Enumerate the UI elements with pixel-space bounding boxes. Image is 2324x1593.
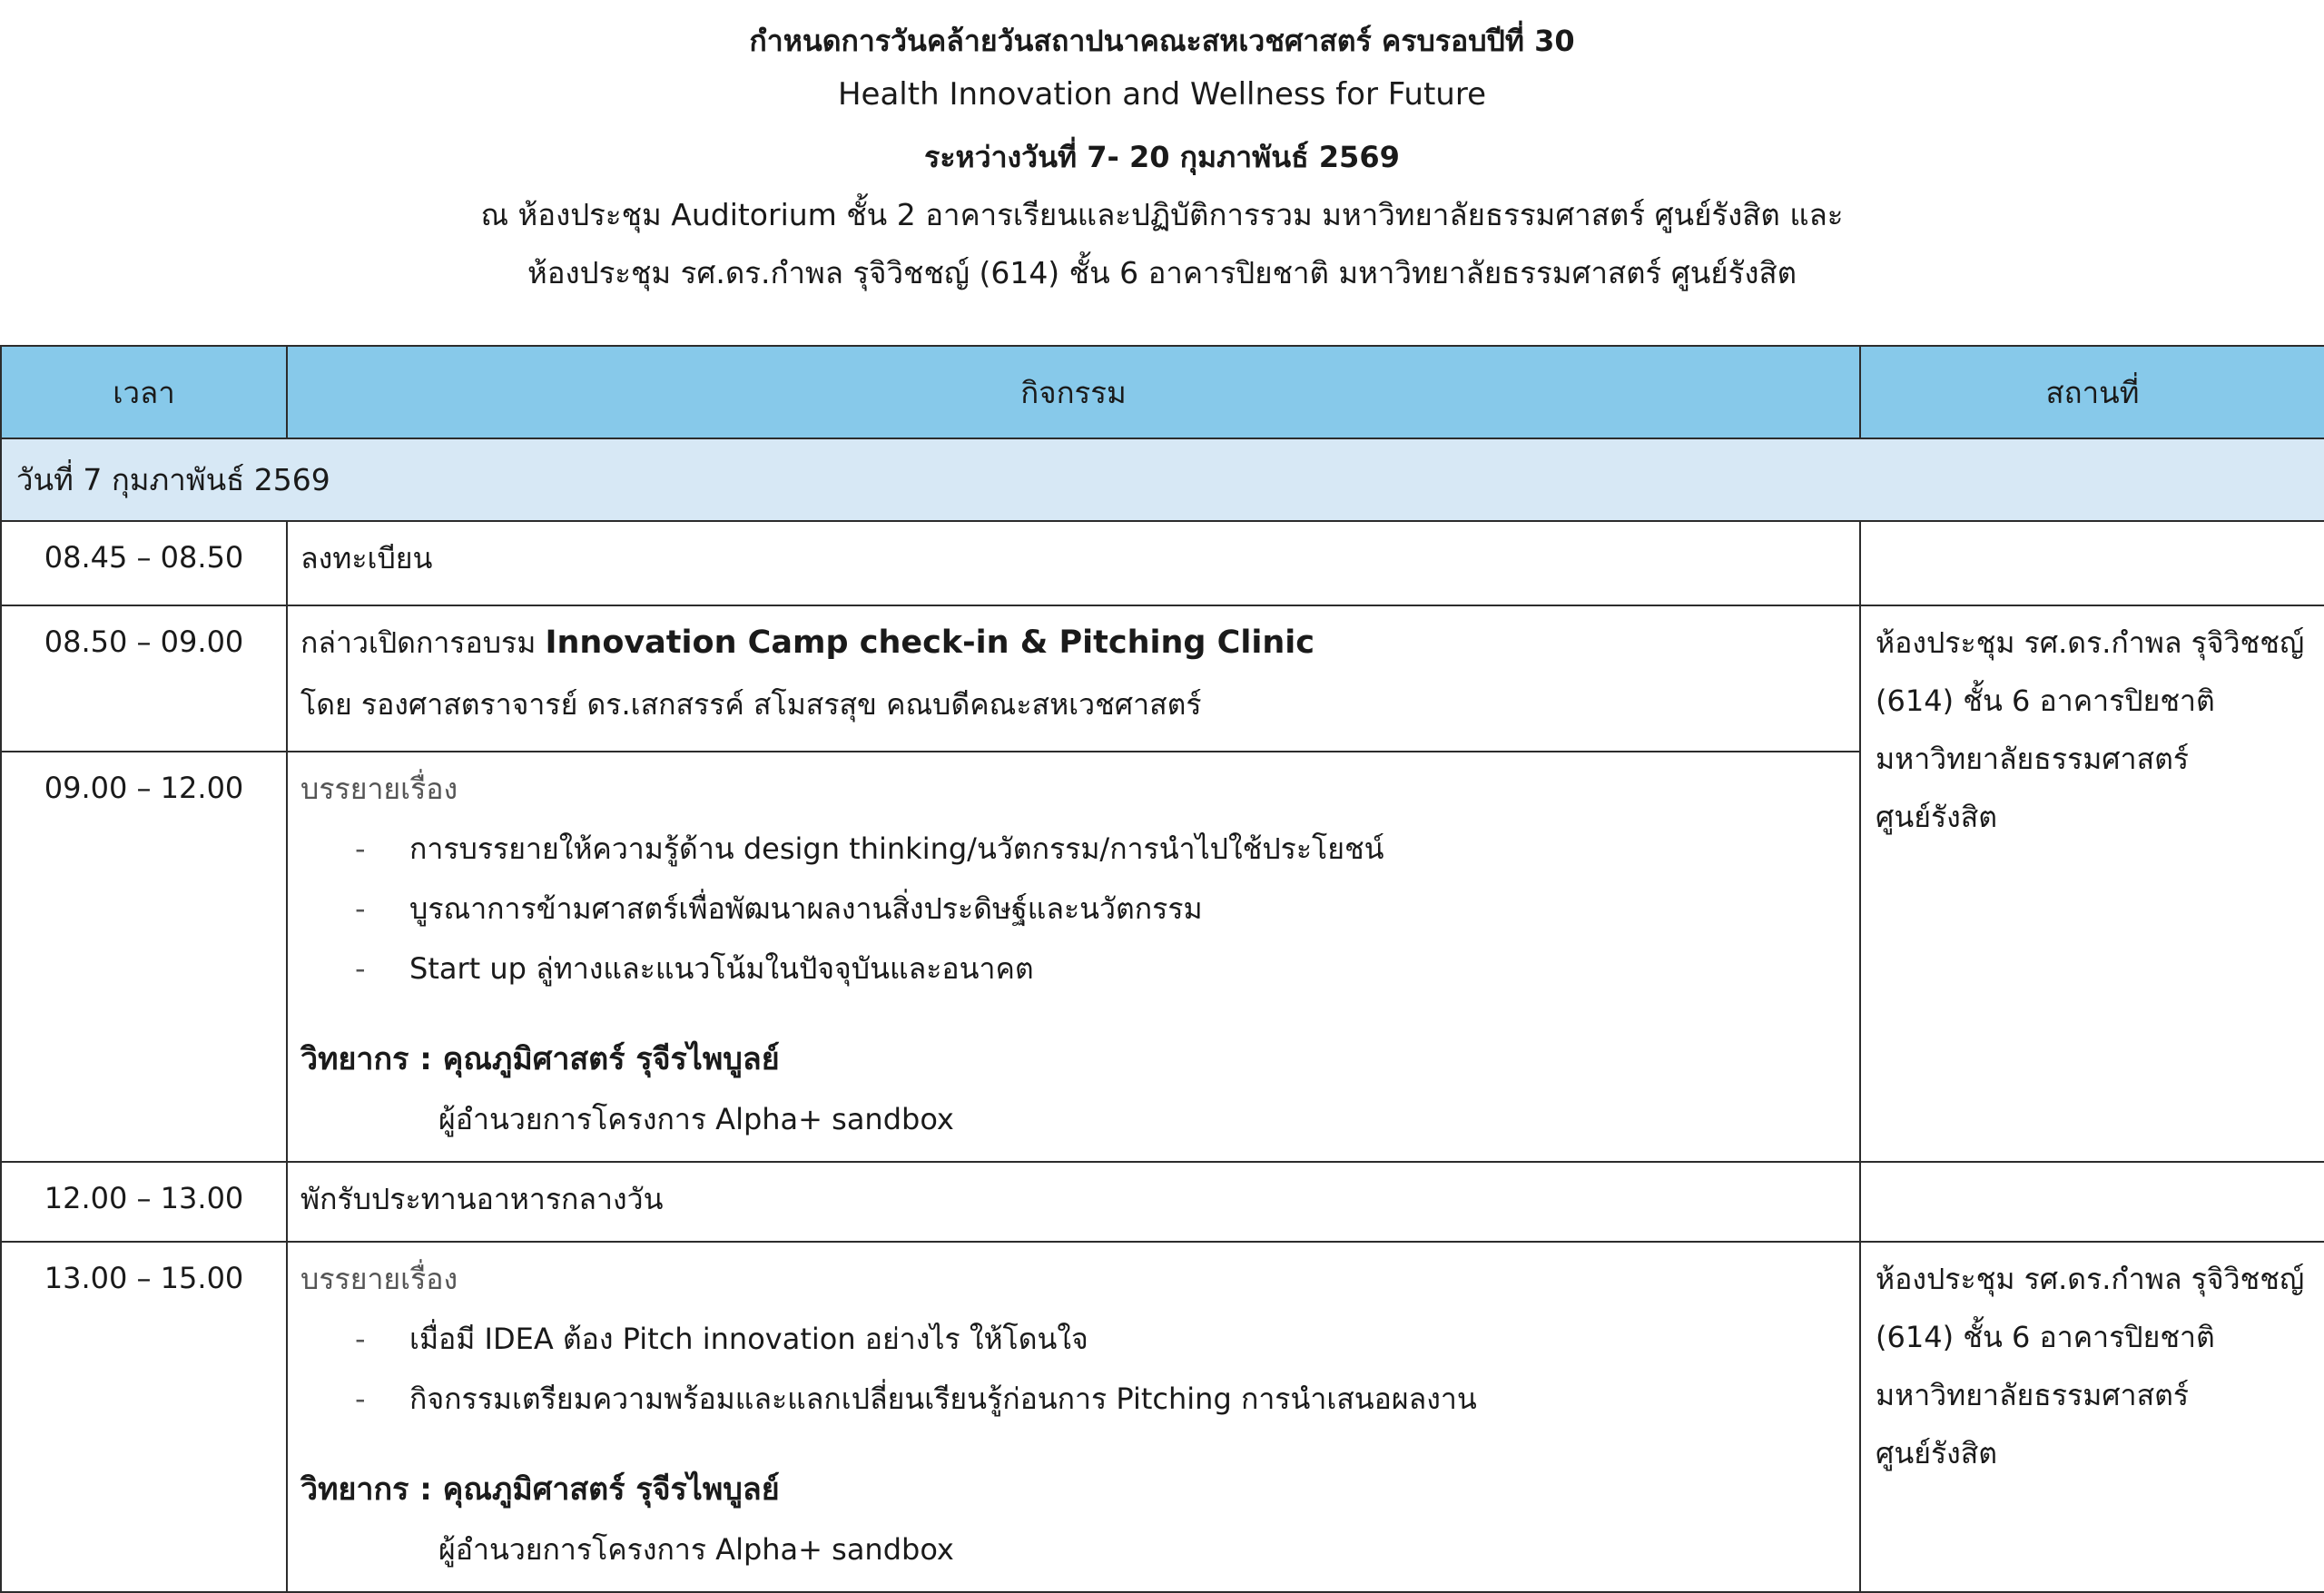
table-header-row xyxy=(1,346,2324,438)
spacer xyxy=(300,1010,1846,1041)
list-item: - Start up ลู่ทางและแนวโน้มในปัจจุบันและอนาคต xyxy=(355,951,1034,986)
bullet-mark: - xyxy=(355,951,366,986)
speaker-name: วิทยากร : คุณภูมิศาสตร์ รุจีรไพบูลย์ xyxy=(300,1041,780,1077)
list-item: - กิจกรรมเตรียมความพร้อมและแลกเปลี่ยนเรียนรู้ก่อนการ Pitching การนำเสนอผลงาน xyxy=(355,1382,1477,1416)
row-time: 08.50 – 09.00 xyxy=(1,605,287,752)
activity-text: ลงทะเบียน xyxy=(300,541,433,575)
table-row xyxy=(1,521,2324,605)
location-line: (614) ชั้น 6 อาคารปิยชาติ xyxy=(1876,1320,2215,1354)
document-title: กำหนดการวันคล้ายวันสถาปนาคณะสหเวชศาสตร์ ครบรอบปีที่ 30 xyxy=(749,24,1575,58)
bullet-mark: - xyxy=(355,831,366,866)
activity-opener: โดย รองศาสตราจารย์ ดร.เสกสรรค์ สโมสรสุข คณบดีคณะสหเวชศาสตร์ xyxy=(300,687,1202,722)
speaker-title: ผู้อำนวยการโครงการ Alpha+ sandbox xyxy=(438,1532,954,1567)
row-location xyxy=(1860,605,2324,1162)
speaker-name: วิทยากร : คุณภูมิศาสตร์ รุจีรไพบูลย์ xyxy=(300,1471,780,1508)
location-line: (614) ชั้น 6 อาคารปิยชาติ xyxy=(1876,683,2215,718)
location-line: ศูนย์รังสิต xyxy=(1876,800,1998,834)
table-row xyxy=(1,605,2324,752)
row-time: 09.00 – 12.00 xyxy=(1,752,287,1162)
row-activity xyxy=(287,1162,1860,1242)
location-line: ห้องประชุม รศ.ดร.กำพล รุจิวิชชญ์ xyxy=(1876,625,2305,660)
activity-event-name: Innovation Camp check-in & Pitching Clinic xyxy=(545,624,1315,661)
venue-line-1: ณ ห้องประชุม Auditorium ชั้น 2 อาคารเรียนและปฏิบัติการรวม มหาวิทยาลัยธรรมศาสตร์ ศูนย์รังสิต และ xyxy=(480,197,1844,232)
row-activity xyxy=(287,1242,1860,1592)
date-range: ระหว่างวันที่ 7- 20 กุมภาพันธ์ 2569 xyxy=(924,140,1400,174)
day-label: วันที่ 7 กุมภาพันธ์ 2569 xyxy=(1,438,2324,521)
row-location-empty xyxy=(1860,1162,2324,1242)
column-header-activity: กิจกรรม xyxy=(287,346,1860,438)
list-item: - การบรรยายให้ความรู้ด้าน design thinking/นวัตกรรม/การนำไปใช้ประโยชน์ xyxy=(355,831,1384,866)
row-activity xyxy=(287,605,1860,752)
bullet-mark: - xyxy=(355,1322,366,1356)
schedule-table xyxy=(0,345,2324,1593)
list-item: - เมื่อมี IDEA ต้อง Pitch innovation อย่างไร ให้โดนใจ xyxy=(355,1322,1088,1356)
activity-text: พักรับประทานอาหารกลางวัน xyxy=(300,1182,664,1216)
table-row xyxy=(1,1162,2324,1242)
row-activity xyxy=(287,752,1860,1162)
row-location xyxy=(1860,1242,2324,1592)
venue-line-2: ห้องประชุม รศ.ดร.กำพล รุจิวิชชญ์ (614) ชั้น 6 อาคารปิยชาติ มหาวิทยาลัยธรรมศาสตร์ ศูนย์รังสิต xyxy=(527,255,1797,290)
row-time: 12.00 – 13.00 xyxy=(1,1162,287,1242)
location-line: ห้องประชุม รศ.ดร.กำพล รุจิวิชชญ์ xyxy=(1876,1262,2305,1296)
spacer xyxy=(300,1441,1846,1471)
activity-text xyxy=(300,624,1846,686)
row-activity xyxy=(287,521,1860,605)
activity-prefix: กล่าวเปิดการอบรม xyxy=(300,625,546,660)
list-item: - บูรณาการข้ามศาสตร์เพื่อพัฒนาผลงานสิ่งประดิษฐ์และนวัตกรรม xyxy=(355,891,1203,926)
document-subtitle: Health Innovation and Wellness for Future xyxy=(837,76,1487,113)
bullet-mark: - xyxy=(355,1382,366,1416)
location-line: มหาวิทยาลัยธรรมศาสตร์ xyxy=(1876,1378,2190,1412)
bullet-mark: - xyxy=(355,891,366,926)
topic-label: บรรยายเรื่อง xyxy=(300,772,458,806)
row-time: 13.00 – 15.00 xyxy=(1,1242,287,1592)
location-line: ศูนย์รังสิต xyxy=(1876,1436,1998,1470)
column-header-location: สถานที่ xyxy=(1860,346,2324,438)
location-line: มหาวิทยาลัยธรรมศาสตร์ xyxy=(1876,742,2190,776)
speaker-title: ผู้อำนวยการโครงการ Alpha+ sandbox xyxy=(438,1102,954,1136)
day-row xyxy=(1,438,2324,521)
row-time: 08.45 – 08.50 xyxy=(1,521,287,605)
topic-label: บรรยายเรื่อง xyxy=(300,1262,458,1296)
row-location-empty xyxy=(1860,521,2324,605)
column-header-time: เวลา xyxy=(1,346,287,438)
table-row xyxy=(1,1242,2324,1592)
